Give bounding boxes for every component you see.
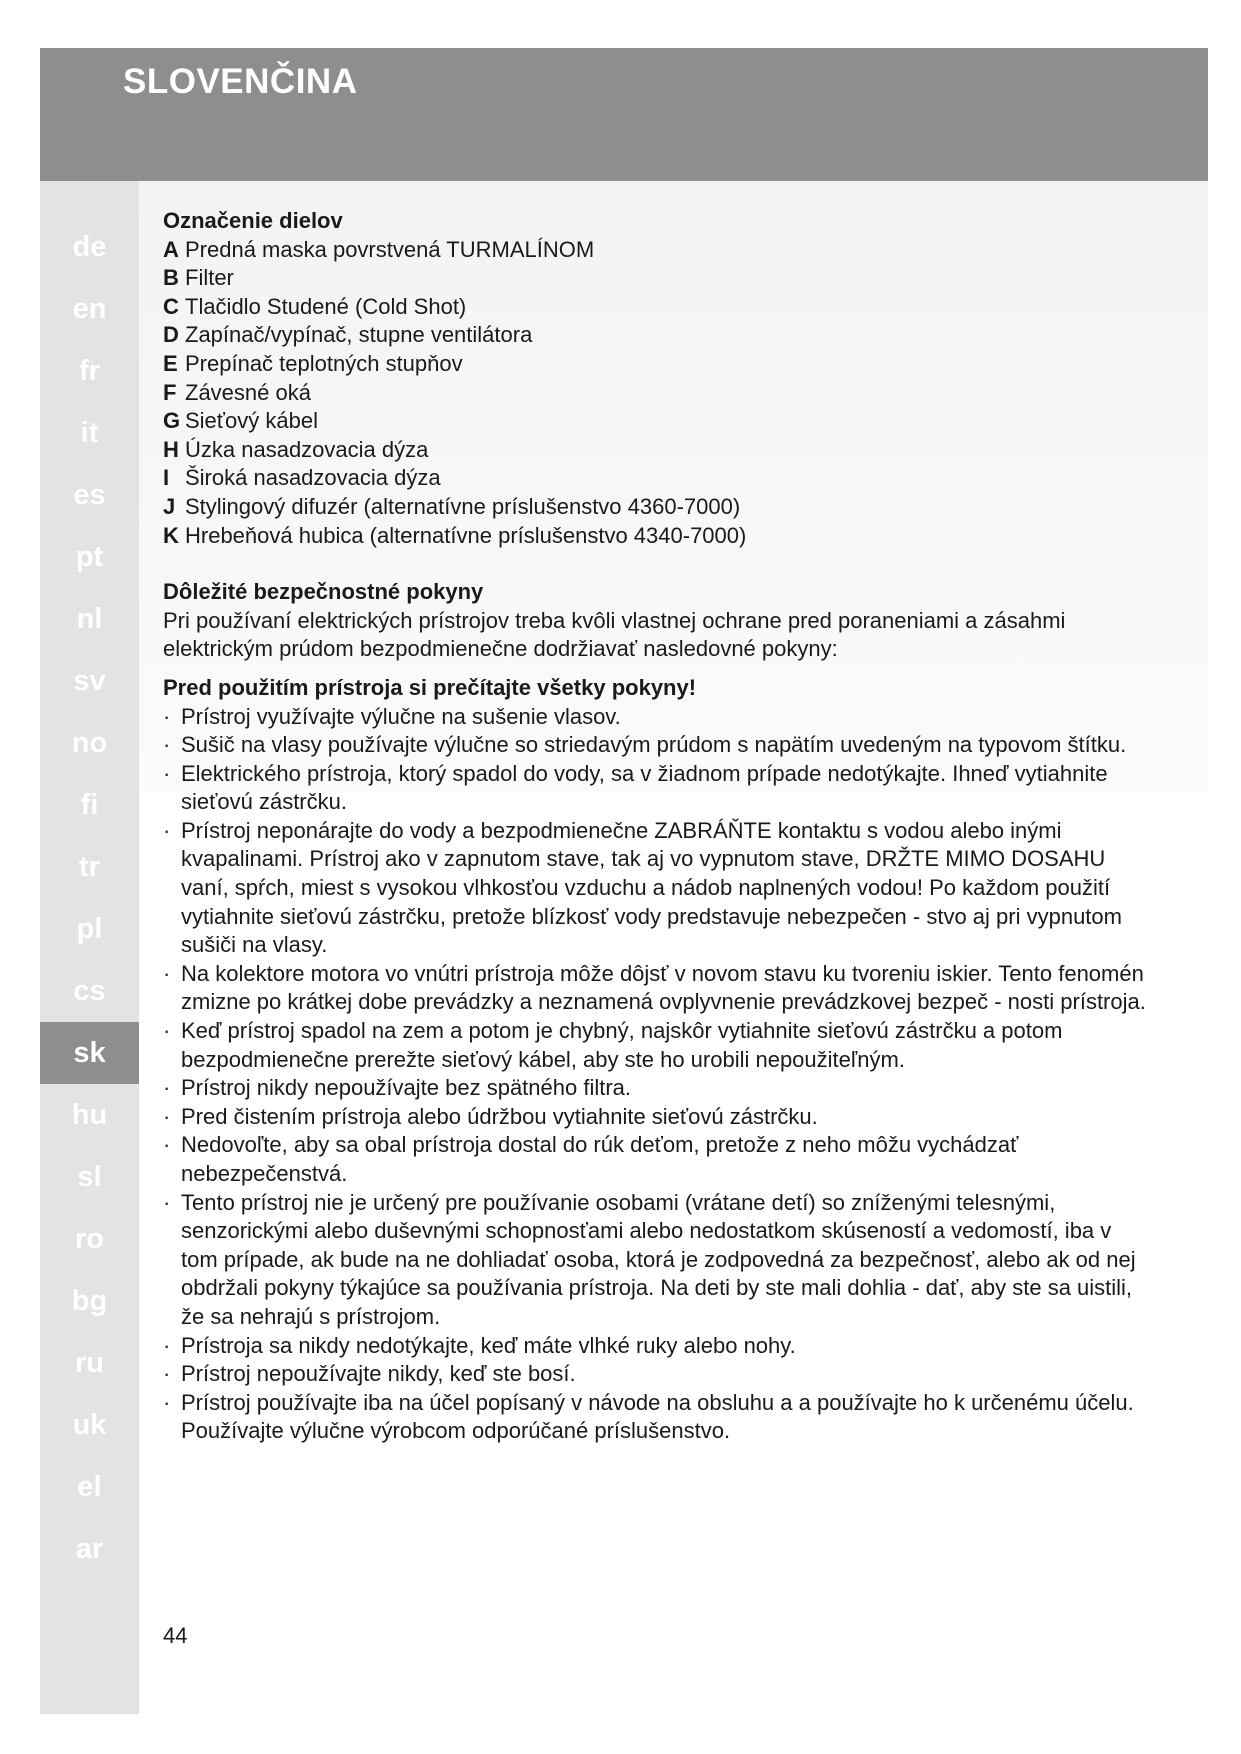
language-tab-ar[interactable]: ar (75, 1533, 104, 1565)
language-tab-fr[interactable]: fr (79, 355, 100, 387)
part-letter: J (163, 493, 176, 519)
language-tab-en[interactable]: en (72, 293, 107, 325)
safety-bullet: · Na kolektore motora vo vnútri prístroja môže dôjsť v novom stavu ku tvoreniu iskier. Tento fenomén zmizne po krátkej dobe prevádzky a neznamená ovplyvnenie prevádzkovej bezpeč - nosti prístroja. (163, 960, 1153, 1017)
safety-bullet: · Sušič na vlasy používajte výlučne so striedavým prúdom s napätím uvedeným na typovom štítku. (163, 731, 1153, 760)
safety-bullet: · Prístroj nepoužívajte nikdy, keď ste bosí. (163, 1360, 1153, 1389)
safety-bullet: · Nedovoľte, aby sa obal prístroja dostal do rúk deťom, pretože z neho môžu vychádzať nebezpečenstvá. (163, 1131, 1153, 1188)
part-item (163, 464, 1153, 493)
safety-bullet: · Prístroj neponárajte do vody a bezpodmienečne ZABRÁŇTE kontaktu s vodou alebo inými kvapalinami. Prístroj ako v zapnutom stave, tak aj vo vypnutom stave, DRŽTE MIMO DOSAHU vaní, spŕch, miest s vysokou vlhkosťou vzduchu a nádob naplnených vodou! Po každom použití vytiahnite sieťovú zástrčku, pretože blízkosť vody predstavuje nebezpečen - stvo aj pri vypnutom sušiči na vlasy. (163, 817, 1153, 960)
language-tab-sl[interactable]: sl (77, 1161, 102, 1193)
part-label: Zapínač/vypínač, stupne ventilátora (185, 322, 533, 348)
language-tab-ro[interactable]: ro (75, 1223, 104, 1255)
part-item (163, 321, 1153, 350)
language-tab-sv[interactable]: sv (73, 665, 106, 697)
safety-bullet: · Tento prístroj nie je určený pre používanie osobami (vrátane detí) so zníženými telesnými, senzorickými alebo duševnými schopnosťami alebo nedostatkom skúseností a vedomostí, iba v tom prípade, ak bude na ne dohliadať osoba, ktorá je zodpovedná za bezpečnosť, alebo ak od nej obdržali pokyny týkajúce sa používania prístroja. Na deti by ste mali dohlia - dať, aby ste sa uistili, že sa nehrajú s prístrojom. (163, 1189, 1153, 1332)
part-letter: I (163, 465, 170, 491)
part-label: Filter (185, 265, 234, 291)
part-item (163, 293, 1153, 322)
part-item (163, 407, 1153, 436)
part-label: Široká nasadzovacia dýza (185, 465, 441, 491)
part-label: Úzka nasadzovacia dýza (185, 436, 429, 462)
language-tab-tr[interactable]: tr (79, 851, 100, 883)
part-label: Tlačidlo Studené (Cold Shot) (185, 293, 467, 319)
part-item (163, 522, 1153, 551)
safety-intro: Pri používaní elektrických prístrojov treba kvôli vlastnej ochrane pred poraneniami a zásahmi elektrickým prúdom bezpodmienečne dodržiavať nasledovné pokyny: (163, 607, 1066, 662)
part-letter: E (163, 350, 178, 376)
language-tab-pt[interactable]: pt (75, 541, 104, 573)
language-tab-nl[interactable]: nl (76, 603, 103, 635)
part-letter: D (163, 322, 179, 348)
part-letter: H (163, 436, 179, 462)
part-letter: F (163, 379, 177, 405)
safety-subheading: Pred použitím prístroja si prečítajte všetky pokyny! (163, 674, 697, 700)
language-tab-cs[interactable]: cs (73, 975, 106, 1007)
part-letter: G (163, 408, 181, 434)
safety-bullet: · Pred čistením prístroja alebo údržbou vytiahnite sieťovú zástrčku. (163, 1103, 1153, 1132)
language-tab-list (40, 216, 139, 1580)
safety-bullet: · Prístroj používajte iba na účel popísaný v návode na obsluhu a a používajte ho k určenému účelu. Používajte výlučne výrobcom odporúčané príslušenstvo. (163, 1389, 1153, 1446)
safety-heading: Dôležité bezpečnostné pokyny (163, 579, 484, 605)
safety-bullet: · Prístroj využívajte výlučne na sušenie vlasov. (163, 703, 1153, 732)
part-letter: A (163, 236, 179, 262)
part-label: Prepínač teplotných stupňov (185, 350, 463, 376)
safety-bullet: · Prístroja sa nikdy nedotýkajte, keď máte vlhké ruky alebo nohy. (163, 1332, 1153, 1361)
part-letter: C (163, 293, 179, 319)
part-label: Hrebeňová hubica (alternatívne príslušenstvo 4340-7000) (185, 522, 747, 548)
part-item (163, 350, 1153, 379)
part-label: Sieťový kábel (185, 408, 318, 434)
part-item (163, 493, 1153, 522)
safety-bullet: · Keď prístroj spadol na zem a potom je chybný, najskôr vytiahnite sieťovú zástrčku a potom bezpodmienečne prerežte sieťový kábel, aby ste ho urobili nepoužiteľným. (163, 1017, 1153, 1074)
main-content (163, 207, 1153, 1446)
language-tab-no[interactable]: no (71, 727, 108, 759)
language-tab-pl[interactable]: pl (76, 913, 103, 945)
part-item (163, 379, 1153, 408)
language-tab-ru[interactable]: ru (75, 1347, 104, 1379)
part-item (163, 436, 1153, 465)
language-tab-bg[interactable]: bg (71, 1285, 108, 1317)
part-item (163, 264, 1153, 293)
language-tab-fi[interactable]: fi (80, 789, 99, 821)
part-label: Predná maska povrstvená TURMALÍNOM (185, 236, 595, 262)
language-tab-el[interactable]: el (77, 1471, 102, 1503)
language-tab-uk[interactable]: uk (72, 1409, 107, 1441)
safety-bullet: · Prístroj nikdy nepoužívajte bez spätného filtra. (163, 1074, 1153, 1103)
part-letter: K (163, 522, 179, 548)
part-label: Závesné oká (185, 379, 311, 405)
language-tab-sk[interactable]: sk (40, 1022, 139, 1084)
page-number: 44 (163, 1623, 188, 1648)
parts-heading: Označenie dielov (163, 208, 343, 233)
language-tab-de[interactable]: de (72, 231, 107, 263)
page-title: SLOVENČINA (123, 62, 358, 101)
language-tab-hu[interactable]: hu (71, 1099, 108, 1131)
part-letter: B (163, 265, 179, 291)
part-item (163, 236, 1153, 265)
parts-list (163, 236, 1153, 551)
part-label: Stylingový difuzér (alternatívne príslušenstvo 4360-7000) (185, 493, 741, 519)
safety-bullet: · Elektrického prístroja, ktorý spadol do vody, sa v žiadnom prípade nedotýkajte. Ihneď vytiahnite sieťovú zástrčku. (163, 760, 1153, 817)
safety-bullet-list (163, 703, 1153, 1446)
language-tab-es[interactable]: es (73, 479, 106, 511)
language-tab-it[interactable]: it (80, 417, 99, 449)
